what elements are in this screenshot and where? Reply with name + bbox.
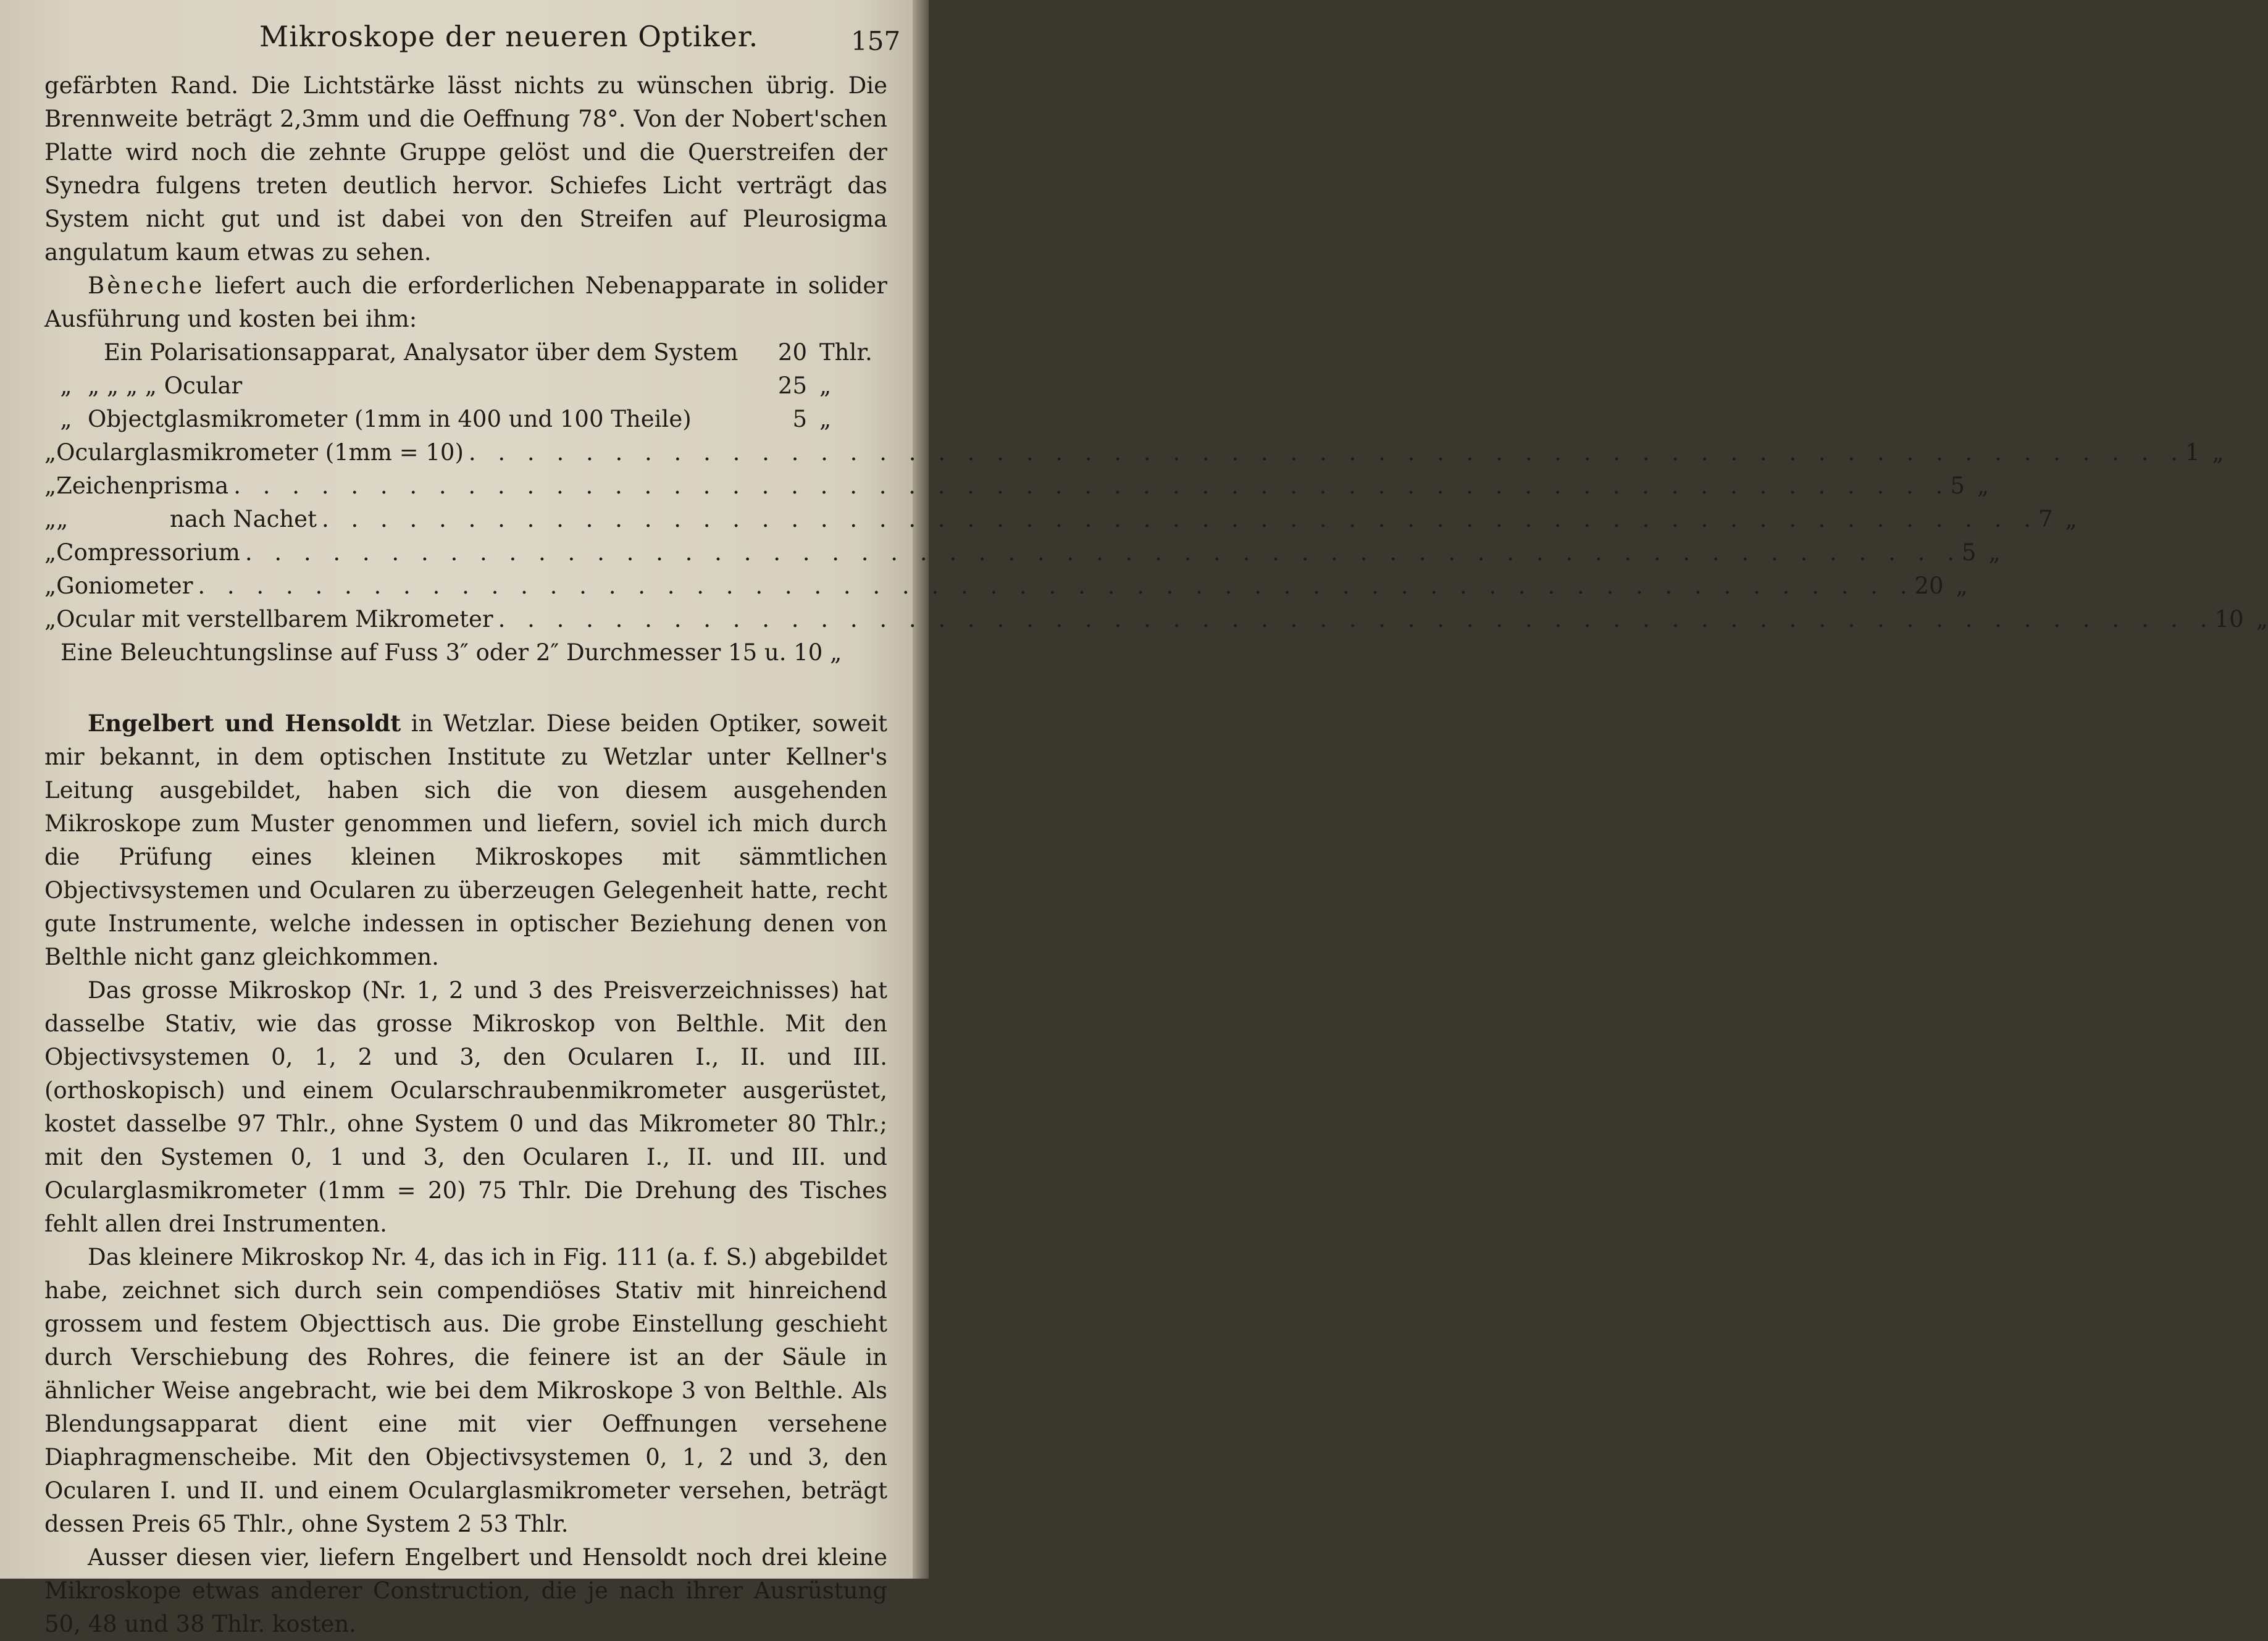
ditto-mark: „ xyxy=(44,539,57,566)
ditto-mark: „ xyxy=(60,372,72,399)
dot-leader xyxy=(193,569,1914,603)
price-row xyxy=(44,403,887,436)
price-unit: „ xyxy=(2212,439,2224,466)
price-label: Ocular mit verstellbarem Mikrometer xyxy=(56,606,493,632)
dot-leader xyxy=(317,503,2038,536)
price-label: „ „ „ „ Ocular xyxy=(88,372,243,399)
price-unit: „ xyxy=(819,372,832,399)
intro-paragraph: gefärbten Rand. Die Lichtstärke lässt nichts zu wünschen übrig. Die Brennweite beträgt 2,3mm und die Oeffnung 78°. Von der Nobert'schen Platte wird noch die zehnte Gruppe gelöst und die Querstreifen der Synedra fulgens treten deutlich hervor. Schiefes Licht verträgt das System nicht gut und ist dabei von den Streifen auf Pleurosigma angulatum kaum etwas zu sehen. xyxy=(44,72,887,266)
price-unit: Thlr. xyxy=(819,339,872,366)
ditto-mark: „ xyxy=(44,606,57,632)
price-label: Zeichenprisma xyxy=(56,472,229,499)
dot-leader xyxy=(228,469,1950,503)
engelbert-text: in Wetzlar. Diese beiden Optiker, soweit mir bekannt, in dem optischen Institute zu Wetzlar unter Kellner's Leitung ausgebildet, haben sich die von diesem ausgehenden Mikroskope zum Muster genommen und liefern, soviel ich mich durch die Prüfung eines kleinen Mikroskopes mit sämmtlichen Objectivsystemen und Ocularen zu überzeugen Gelegenheit hatte, recht gute Instrumente, welche indessen in optischer Beziehung denen von Belthle nicht ganz gleichkommen. xyxy=(44,710,887,970)
price-amount: 20 xyxy=(1914,573,1944,599)
price-row xyxy=(44,469,1990,503)
grosse-paragraph: Das grosse Mikroskop (Nr. 1, 2 und 3 des Preisverzeichnisses) hat dasselbe Stativ, wie das grosse Mikroskop von Belthle. Mit den Objectivsystemen 0, 1, 2 und 3, den Ocularen I., II. und III. (orthoskopisch) und einem Ocularschraubenmikrometer ausgerüstet, kostet dasselbe 97 Thlr., ohne System 0 und das Mikrometer 80 Thlr.; mit den Systemen 0, 1 und 3, den Ocularen I., II. und III. und Ocularglasmikrometer (1mm = 20) 75 Thlr. Die Drehung des Tisches fehlt allen drei Instrumenten. xyxy=(44,977,887,1237)
price-row xyxy=(44,569,1968,603)
ditto-mark: „ xyxy=(44,472,57,499)
price-amount: 1 xyxy=(2185,439,2200,466)
price-row xyxy=(44,436,2224,469)
ditto-mark: „ xyxy=(44,573,57,599)
page-number: 157 xyxy=(851,26,901,56)
kleinere-paragraph: Das kleinere Mikroskop Nr. 4, das ich in Fig. 111 (a. f. S.) abgebildet habe, zeichnet sich durch sein compendiöses Stativ mit hinreichend grossem und festem Objecttisch aus. Die grobe Einstellung geschieht durch Verschiebung des Rohres, die feinere ist an der Säule in ähnlicher Weise angebracht, wie bei dem Mikroskope 3 von Belthle. Als Blendungsapparat dient eine mit vier Oeffnungen versehene Diaphragmenscheibe. Mit den Objectivsystemen 0, 1, 2 und 3, den Ocularen I. und II. und einem Ocularglasmikrometer versehen, beträgt dessen Preis 65 Thlr., ohne System 2 53 Thlr. xyxy=(44,1244,887,1537)
beneche-name: Bèneche xyxy=(88,272,205,299)
page-content xyxy=(44,69,2268,1641)
price-label: Compressorium xyxy=(56,539,240,566)
page-header xyxy=(0,17,929,61)
price-row xyxy=(44,503,2077,536)
price-unit: „ xyxy=(1956,573,1968,599)
price-label: „ nach Nachet xyxy=(56,506,317,532)
price-unit: „ xyxy=(2065,506,2077,532)
price-list xyxy=(44,336,2268,669)
ditto-mark: „ xyxy=(44,439,57,466)
section-gap xyxy=(44,669,887,707)
page-edge xyxy=(913,0,929,1579)
price-amount: 5 xyxy=(1950,472,1965,499)
dot-leader xyxy=(240,536,1962,569)
engelbert-paragraph xyxy=(44,707,887,974)
price-last-text: Eine Beleuchtungslinse auf Fuss 3″ oder 2″ Durchmesser 15 u. 10 „ xyxy=(61,639,842,666)
price-row xyxy=(44,536,2001,569)
price-unit: „ xyxy=(1988,539,2001,566)
price-unit: „ xyxy=(1977,472,1990,499)
beneche-paragraph xyxy=(44,269,887,336)
price-unit: „ xyxy=(819,406,832,432)
dot-leader xyxy=(464,436,2185,469)
price-row-last xyxy=(44,636,887,669)
price-amount: 5 xyxy=(792,406,807,432)
price-label: Goniometer xyxy=(56,573,193,599)
price-row xyxy=(44,336,887,369)
price-label: Ein Polarisationsapparat, Analysator über dem System xyxy=(104,339,739,366)
ditto-mark: „ xyxy=(60,406,72,432)
price-unit: „ xyxy=(2256,606,2268,632)
running-head: Mikroskope der neueren Optiker. xyxy=(259,20,759,53)
beneche-text: liefert auch die erforderlichen Nebenapparate in solider Ausführung und kosten bei ihm: xyxy=(44,272,887,332)
price-amount: 10 xyxy=(2214,606,2244,632)
engelbert-heading: Engelbert und Hensoldt xyxy=(88,710,401,737)
dot-leader xyxy=(493,603,2215,636)
ditto-mark: „ xyxy=(44,506,57,532)
price-label: Objectglasmikrometer (1mm in 400 und 100 Theile) xyxy=(88,406,692,432)
price-amount: 20 xyxy=(777,339,807,366)
price-amount: 7 xyxy=(2038,506,2053,532)
ausser-paragraph: Ausser diesen vier, liefern Engelbert und Hensoldt noch drei kleine Mikroskope etwas anderer Construction, die je nach ihrer Ausrüstung 50, 48 und 38 Thlr. kosten. xyxy=(44,1544,887,1637)
price-amount: 25 xyxy=(777,372,807,399)
price-label: Ocularglasmikrometer (1mm = 10) xyxy=(56,439,464,466)
price-row xyxy=(44,603,2268,636)
price-amount: 5 xyxy=(1961,539,1977,566)
price-row xyxy=(44,369,887,403)
